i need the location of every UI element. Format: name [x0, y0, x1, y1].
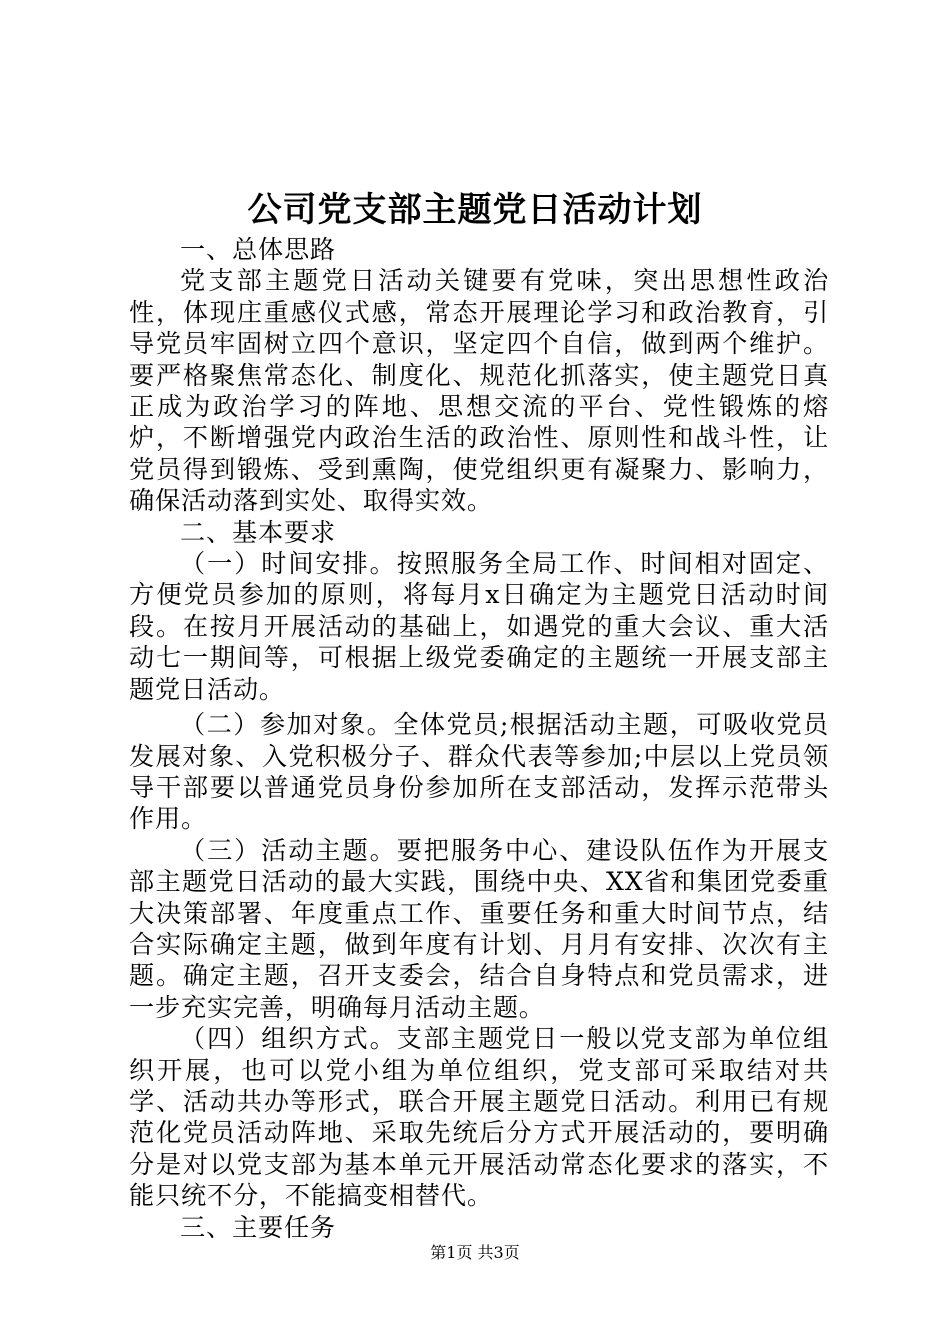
paragraph-activity-theme: （三）活动主题。要把服务中心、建设队伍作为开展支部主题党日活动的最大实践，围绕中央、XX省和集团党委重大决策部署、年度重点工作、重要任务和重大时间节点，结合实际确定主题，做到年度有计划、月月有安排、次次有主题。确定主题，召开支委会，结合自身特点和党员需求，进一步充实完善，明确每月活动主题。: [129, 835, 829, 1022]
document-body: [129, 234, 829, 1243]
section-heading-overall-approach: 一、总体思路: [180, 235, 336, 264]
paragraph-participants: （二）参加对象。全体党员;根据活动主题，可吸收党员发展对象、入党积极分子、群众代表等参加;中层以上党员领导干部要以普通党员身份参加所在支部活动，发挥示范带头作用。: [129, 710, 829, 834]
paragraph-overall-approach: 党支部主题党日活动关键要有党味，突出思想性政治性，体现庄重感仪式感，常态开展理论学习和政治教育，引导党员牢固树立四个意识，坚定四个自信，做到两个维护。要严格聚焦常态化、制度化、规范化抓落实，使主题党日真正成为政治学习的阵地、思想交流的平台、党性锻炼的熔炉，不断增强党内政治生活的政治性、原则性和战斗性，让党员得到锻炼、受到熏陶，使党组织更有凝聚力、影响力，确保活动落到实处、取得实效。: [129, 266, 829, 516]
page-number-footer: 第1页 共3页: [430, 1243, 520, 1262]
section-heading-main-tasks: 三、主要任务: [180, 1212, 336, 1242]
document-title: 公司党支部主题党日活动计划: [247, 190, 703, 230]
section-heading-basic-requirements: 二、基本要求: [180, 517, 336, 547]
paragraph-time-arrangement: （一）时间安排。按照服务全局工作、时间相对固定、方便党员参加的原则，将每月x日确定为主题党日活动时间段。在按月开展活动的基础上，如遇党的重大会议、重大活动七一期间等，可根据上级党委确定的主题统一开展支部主题党日活动。: [129, 549, 829, 704]
paragraph-organization-method: （四）组织方式。支部主题党日一般以党支部为单位组织开展，也可以党小组为单位组织，党支部可采取结对共学、活动共办等形式，联合开展主题党日活动。利用已有规范化党员活动阵地、采取先统后分方式开展活动的，要明确分是对以党支部为基本单元开展活动常态化要求的落实，不能只统不分，不能搞变相替代。: [129, 1024, 829, 1211]
